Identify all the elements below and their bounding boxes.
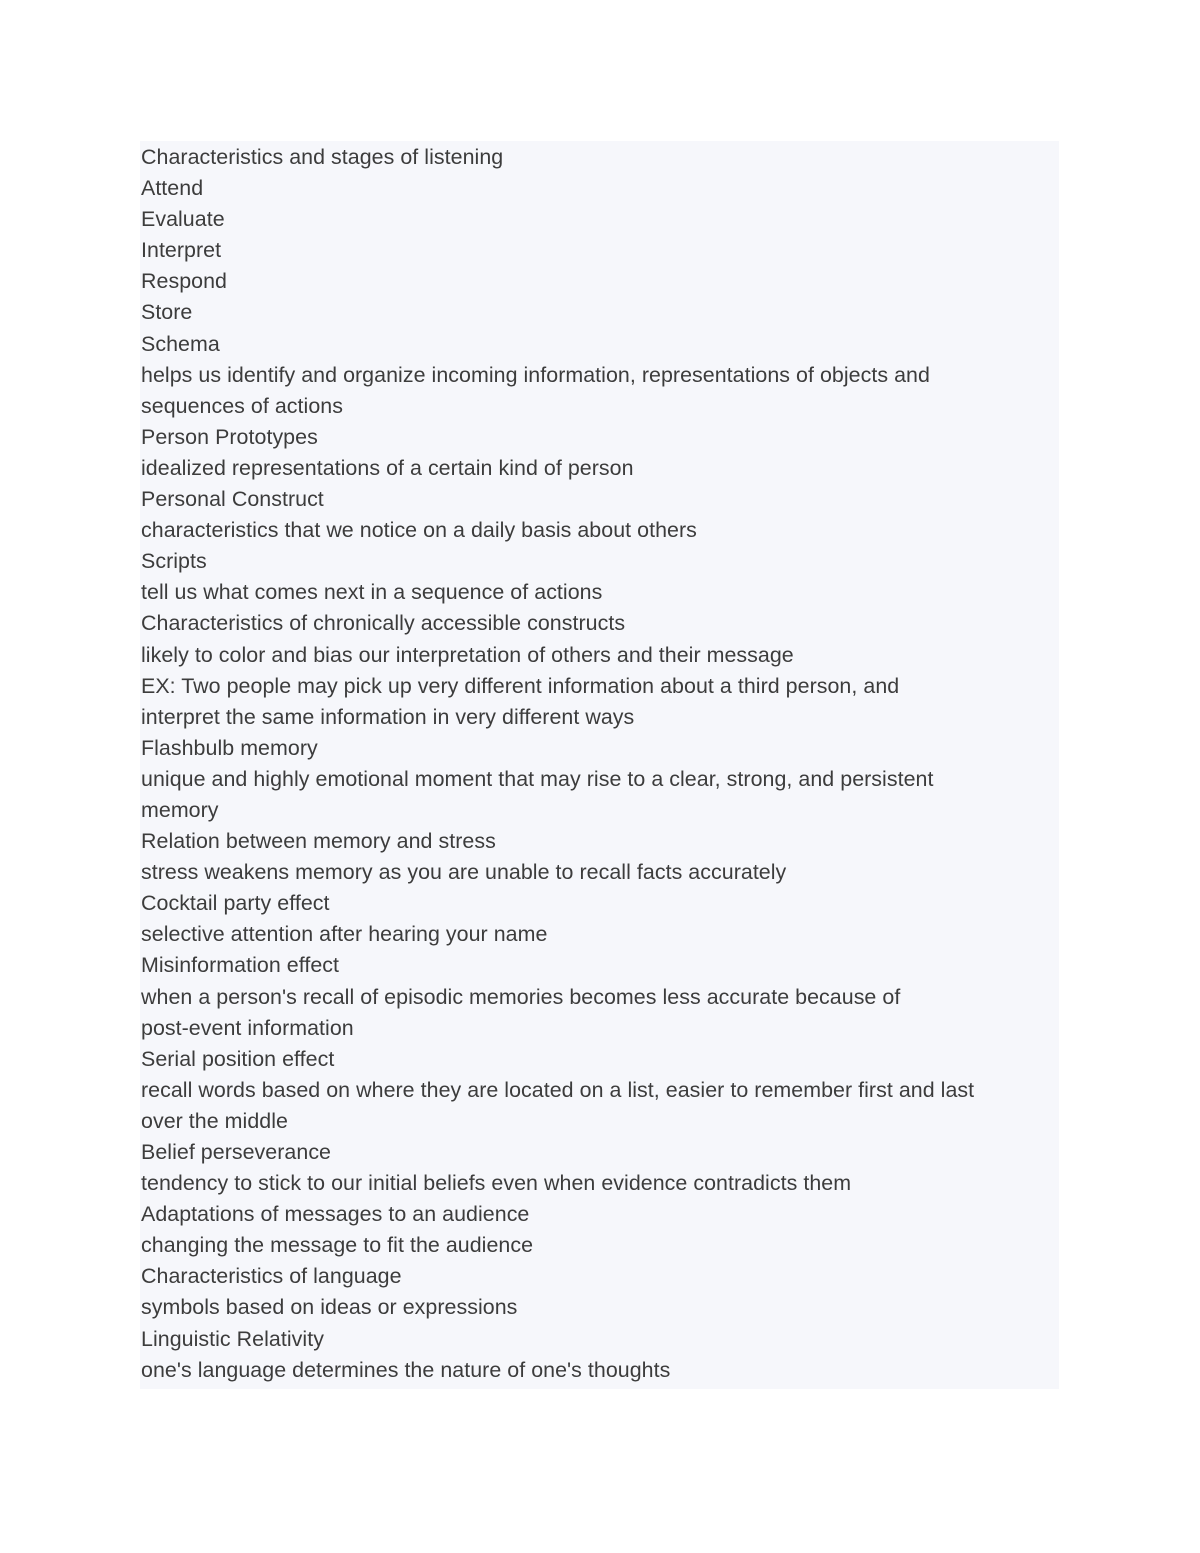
text-line: one's language determines the nature of one's thoughts [141, 1357, 671, 1382]
text-line: unique and highly emotional moment that may rise to a clear, strong, and persistent [141, 766, 934, 791]
notes-text-block [140, 141, 1059, 1389]
text-line: sequences of actions [141, 393, 343, 418]
text-line: recall words based on where they are located on a list, easier to remember first and last [141, 1077, 975, 1102]
text-line: tell us what comes next in a sequence of actions [141, 580, 603, 605]
text-line: Adaptations of messages to an audience [141, 1202, 530, 1227]
text-line: idealized representations of a certain kind of person [141, 455, 634, 480]
text-line: characteristics that we notice on a daily basis about others [141, 518, 697, 543]
text-line: EX: Two people may pick up very different information about a third person, and [141, 673, 900, 698]
text-line: memory [141, 797, 219, 822]
text-line: Store [141, 300, 193, 325]
text-line: Serial position effect [141, 1046, 335, 1071]
text-line: Personal Construct [141, 487, 324, 512]
text-line: Cocktail party effect [141, 891, 330, 916]
text-line: Evaluate [141, 207, 225, 232]
text-line: stress weakens memory as you are unable to recall facts accurately [141, 860, 787, 885]
text-line: Linguistic Relativity [141, 1326, 324, 1351]
text-line: changing the message to fit the audience [141, 1233, 534, 1258]
text-line: selective attention after hearing your name [141, 922, 548, 947]
text-line: post-event information [141, 1015, 354, 1040]
text-line: Respond [141, 269, 227, 294]
text-line: Attend [141, 176, 204, 201]
text-line: interpret the same information in very different ways [141, 704, 635, 729]
text-line: over the middle [141, 1108, 288, 1133]
text-line: Characteristics and stages of listening [141, 145, 504, 169]
text-line: Misinformation effect [141, 953, 340, 978]
text-line: Characteristics of chronically accessible constructs [141, 611, 626, 636]
text-line: Interpret [141, 238, 222, 263]
text-line: when a person's recall of episodic memories becomes less accurate because of [141, 984, 901, 1009]
text-line: likely to color and bias our interpretation of others and their message [141, 642, 794, 667]
text-line: tendency to stick to our initial beliefs even when evidence contradicts them [141, 1171, 852, 1196]
text-line: Person Prototypes [141, 424, 318, 449]
text-line: Characteristics of language [141, 1264, 402, 1289]
text-line: Relation between memory and stress [141, 829, 496, 854]
text-line: symbols based on ideas or expressions [141, 1295, 518, 1320]
text-line: Belief perseverance [141, 1140, 332, 1164]
text-line: Scripts [141, 549, 207, 574]
notes-line-list [141, 141, 1057, 1385]
text-line: Schema [141, 331, 220, 356]
text-line: helps us identify and organize incoming information, representations of objects and [141, 362, 930, 387]
text-line: Flashbulb memory [141, 735, 318, 760]
